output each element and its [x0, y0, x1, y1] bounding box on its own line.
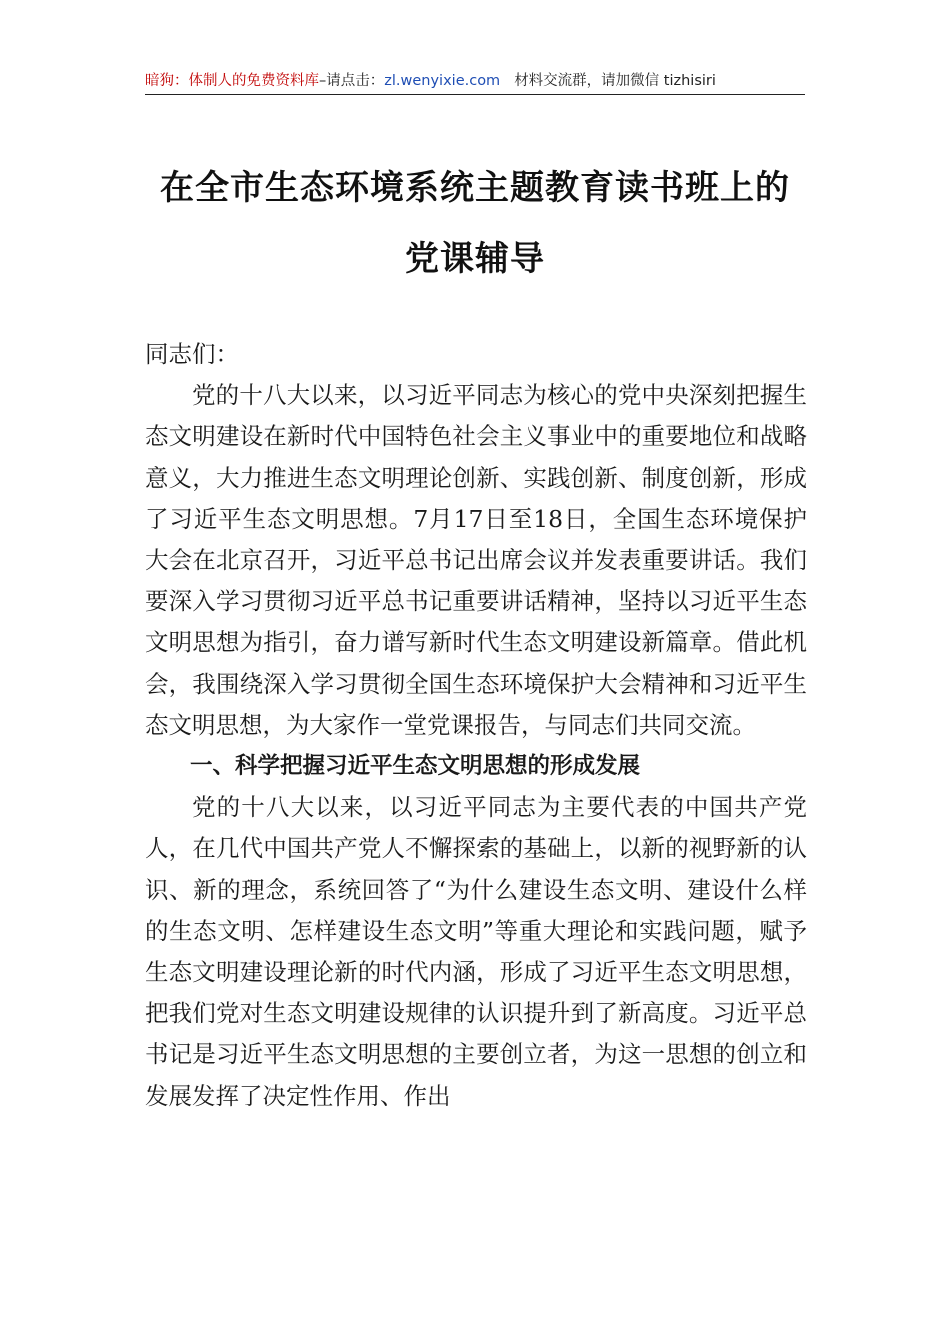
- paragraph-section-1: 党的十八大以来，以习近平同志为主要代表的中国共产党人，在几代中国共产党人不懈探索的基础上，以新的视野新的认识、新的理念，系统回答了“为什么建设生态文明、建设什么样的生态文明、怎样建设生态文明”等重大理论和实践问题，赋予生态文明建设理论新的时代内涵，形成了习近平生态文明思想，把我们党对生态文明建设规律的认识提升到了新高度。习近平总书记是习近平生态文明思想的主要创立者，为这一思想的创立和发展发挥了决定性作用、作出: [145, 793, 807, 1110]
- header-contact: 材料交流群，请加微信 tizhisiri: [514, 73, 716, 89]
- page-header: [145, 68, 805, 95]
- document-title-line-1: 在全市生态环境系统主题教育读书班上的: [160, 168, 790, 208]
- salutation: 同志们：: [145, 340, 239, 368]
- document-title-line-2: 党课辅导: [405, 239, 545, 279]
- header-prompt: –请点击：: [319, 73, 385, 89]
- document-body: [145, 334, 807, 1117]
- header-url-link[interactable]: zl.wenyixie.com: [384, 73, 501, 89]
- header-site-name: 暗狗：体制人的免费资料库: [145, 73, 319, 89]
- section-heading-1: 一、科学把握习近平生态文明思想的形成发展: [190, 753, 641, 780]
- paragraph-intro: 党的十八大以来，以习近平同志为核心的党中央深刻把握生态文明建设在新时代中国特色社会主义事业中的重要地位和战略意义，大力推进生态文明理论创新、实践创新、制度创新，形成了习近平生态文明思想。7月17日至18日，全国生态环境保护大会在北京召开，习近平总书记出席会议并发表重要讲话。我们要深入学习贯彻习近平总书记重要讲话精神，坚持以习近平生态文明思想为指引，奋力谱写新时代生态文明建设新篇章。借此机会，我围绕深入学习贯彻全国生态环境保护大会精神和习近平生态文明思想，为大家作一堂党课报告，与同志们共同交流。: [145, 381, 807, 739]
